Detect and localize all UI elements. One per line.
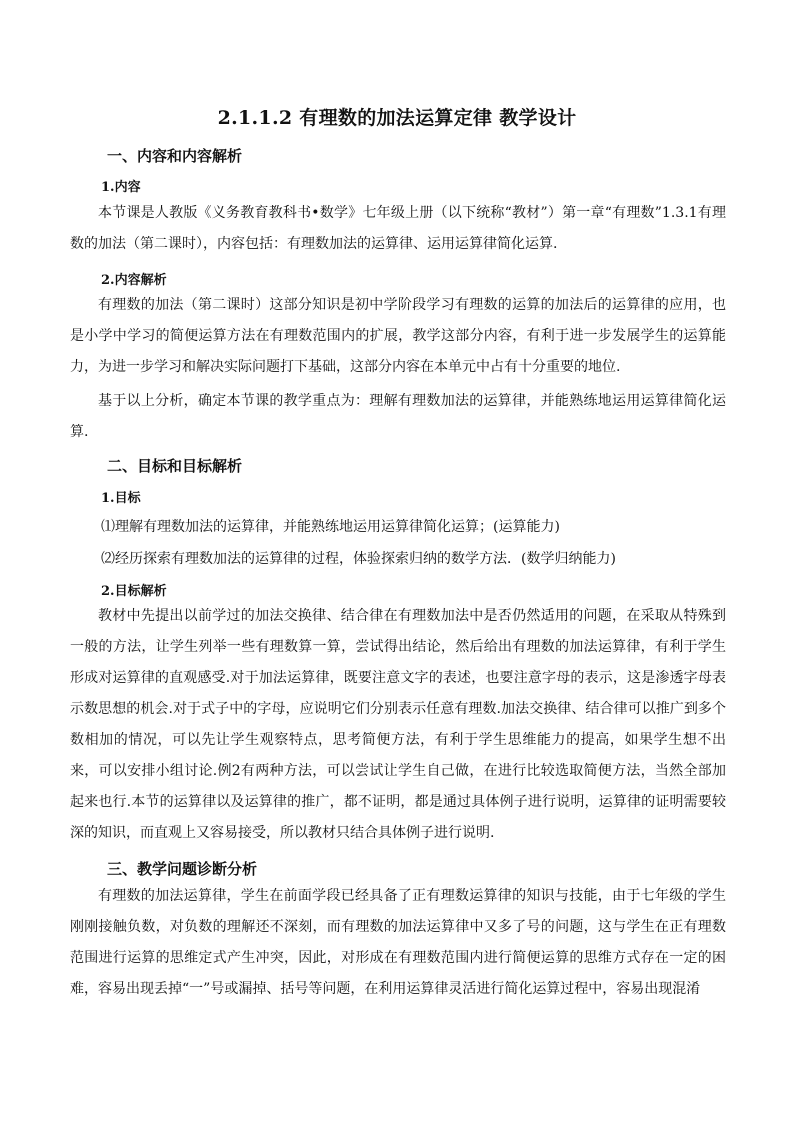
section-heading-content: 一、内容和内容解析 — [107, 147, 243, 165]
goal-item-2: ⑵经历探索有理数加法的运算律的过程，体验探索归纳的数学方法．(数学归纳能力) — [101, 551, 616, 567]
section-heading-diagnosis: 三、教学问题诊断分析 — [107, 860, 258, 878]
paragraph-goal-analysis: 教材中先提出以前学过的加法交换律、结合律在有理数加法中是否仍然适用的问题，在采取从特殊到一般的方法，让学生列举一些有理数算一算，尝试得出结论，然后给出有理数的加法运算律，有利于学生形成对运算律的直观感受.对于加法运算律，既要注意文字的表述，也要注意字母的表示，这是渗透字母表示数思想的机会.对于式子中的字母，应说明它们分别表示任意有理数.加法交换律、结合律可以推广到多个数相加的情况，可以先让学生观察特点，思考简便方法，有利于学生思维能力的提高，如果学生想不出来，可以安排小组讨论.例2有两种方法，可以尝试让学生自己做，在进行比较选取简便方法，当然全部加起来也行.本节的运算律以及运算律的推广，都不证明，都是通过具体例子进行说明，运算律的证明需要较深的知识，而直观上又容易接受，所以教材只结合具体例子进行说明. — [70, 608, 726, 841]
section-heading-goals: 二、目标和目标解析 — [107, 457, 243, 475]
paragraph-diagnosis: 有理数的加法运算律，学生在前面学段已经具备了正有理数运算律的知识与技能，由于七年级的学生刚刚接触负数，对负数的理解还不深刻，而有理数的加法运算律中又多了号的问题，这与学生在正有理数范围进行运算的思维定式产生冲突，因此，对形成在有理数范围内进行简便运算的思维方式存在一定的困难，容易出现丢掉“一”号或漏掉、括号等问题，在利用运算律灵活进行简化运算过程中，容易出现混淆 — [70, 888, 726, 997]
paragraph-content-analysis: 有理数的加法（第二课时）这部分知识是初中学阶段学习有理数的运算的加法后的运算律的应用，也是小学中学习的简便运算方法在有理数范围内的扩展，教学这部分内容，有利于进一步发展学生的运算能力，为进一步学习和解决实际问题打下基础，这部分内容在本单元中占有十分重要的地位. — [70, 297, 726, 375]
subheading-goal-analysis: 2.目标解析 — [101, 584, 167, 599]
subheading-content: 1.内容 — [101, 180, 141, 195]
paragraph-content: 本节课是人教版《义务教育教科书•数学》七年级上册（以下统称“教材”）第一章“有理数”1.3.1有理数的加法（第二课时），内容包括：有理数加法的运算律、运用运算律简化运算. — [70, 205, 726, 252]
subheading-goals: 1.目标 — [101, 491, 141, 506]
document-title: 2.1.1.2 有理数的加法运算定律 教学设计 — [217, 107, 577, 129]
paragraph-teaching-focus: 基于以上分析，确定本节课的教学重点为：理解有理数加法的运算律，并能熟练地运用运算律简化运算. — [70, 393, 726, 440]
goal-item-1: ⑴理解有理数加法的运算律，并能熟练地运用运算律简化运算；(运算能力) — [101, 519, 560, 535]
subheading-content-analysis: 2.内容解析 — [101, 273, 167, 288]
